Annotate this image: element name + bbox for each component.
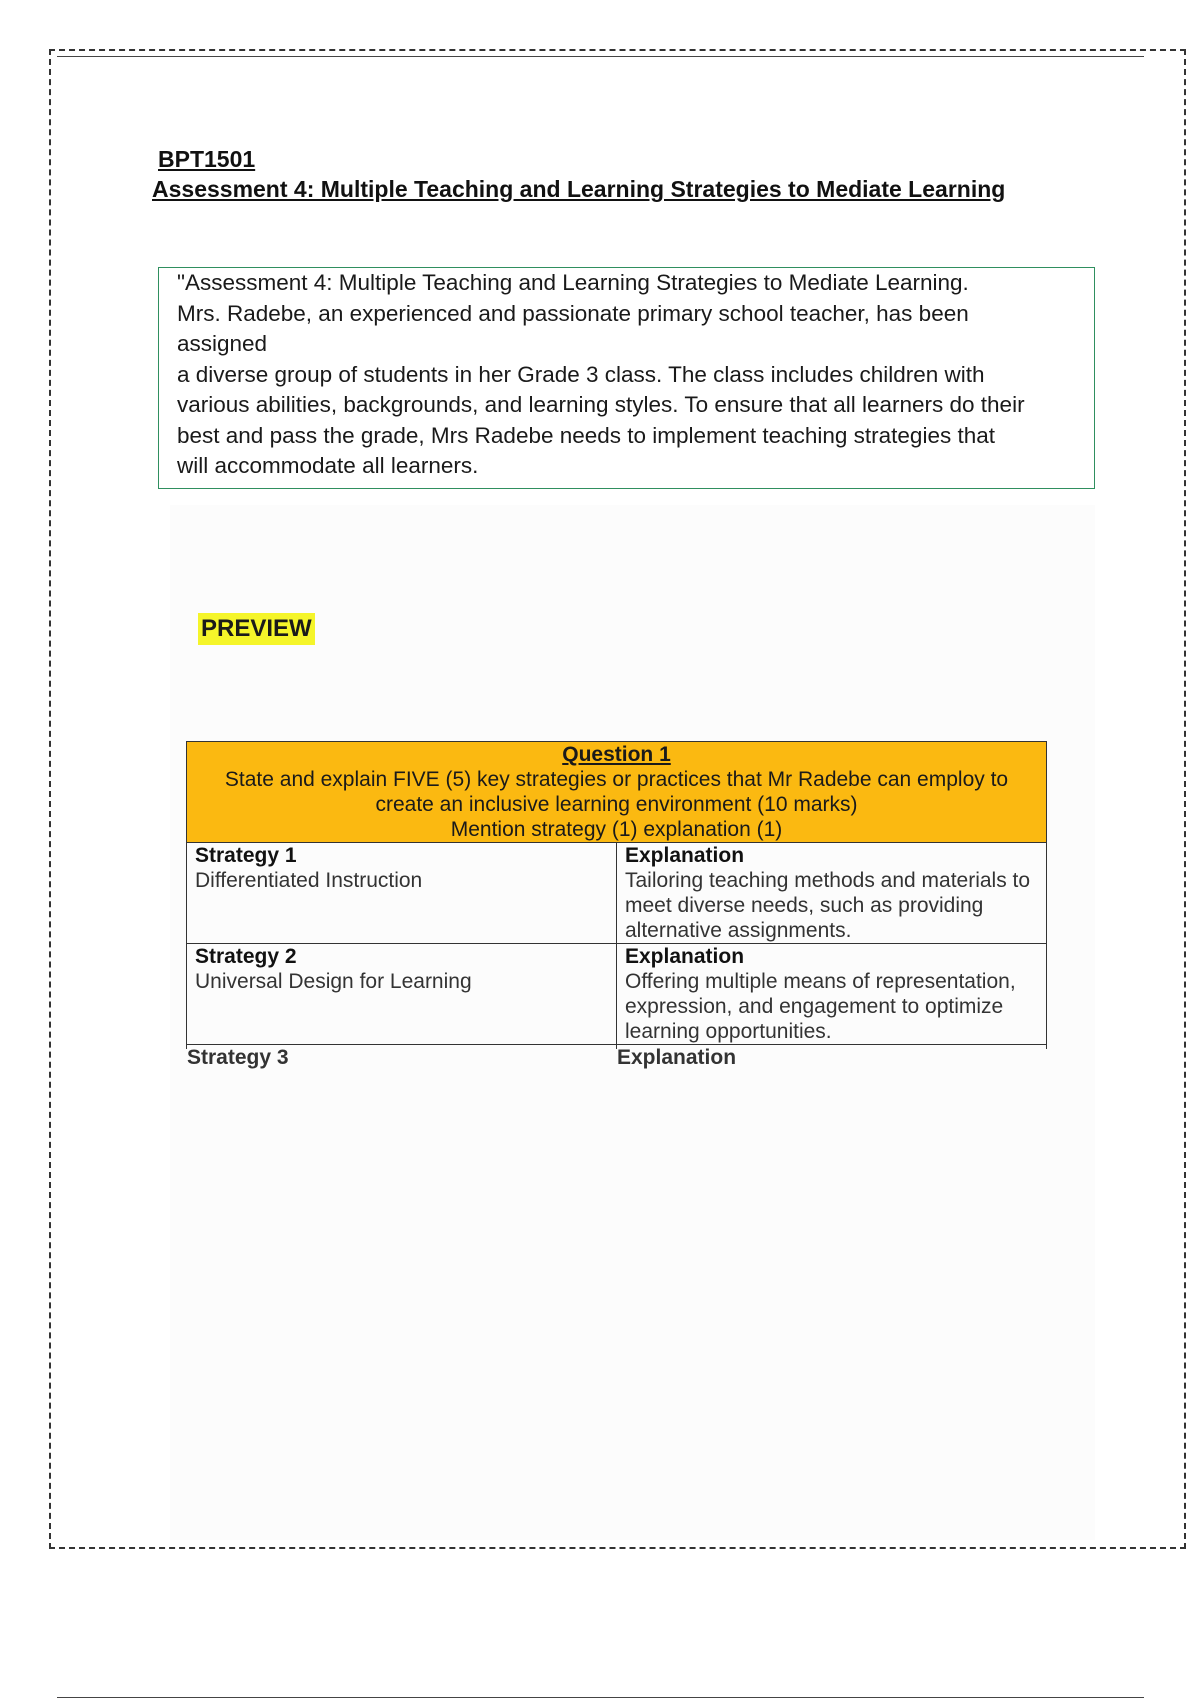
strategy-cell xyxy=(187,1045,617,1050)
scenario-line: best and pass the grade, Mrs Radebe needs to implement teaching strategies that xyxy=(177,422,995,448)
table-row xyxy=(187,843,1047,944)
scenario-line: Mrs. Radebe, an experienced and passionate primary school teacher, has been xyxy=(177,300,969,326)
scenario-line: "Assessment 4: Multiple Teaching and Learning Strategies to Mediate Learning. xyxy=(177,270,969,295)
scenario-box xyxy=(158,267,1095,489)
explanation-cell xyxy=(617,843,1047,944)
explanation-cell xyxy=(617,944,1047,1045)
scenario-line: will accommodate all learners. xyxy=(177,453,479,478)
question-title: Question 1 xyxy=(562,743,671,766)
question-prompt-continued: create an inclusive learning environment (10 marks) xyxy=(375,793,858,816)
preview-label: PREVIEW xyxy=(198,613,315,645)
strategy-cell xyxy=(187,843,617,944)
strategy-name: Differentiated Instruction xyxy=(195,869,423,892)
explanation-text: Tailoring teaching methods and materials to meet diverse needs, such as providing alternative assignments. xyxy=(625,869,1031,942)
explanation-label: Explanation xyxy=(625,844,745,867)
document-title: Assessment 4: Multiple Teaching and Learning Strategies to Mediate Learning xyxy=(152,176,1006,202)
question-header-row xyxy=(187,742,1047,843)
strategy-cell xyxy=(187,944,617,1045)
scenario-line: various abilities, backgrounds, and learning styles. To ensure that all learners do their xyxy=(177,392,1025,417)
bottom-divider xyxy=(57,1697,1144,1698)
explanation-label xyxy=(617,1045,1046,1049)
strategy-name: Universal Design for Learning xyxy=(195,970,472,993)
question-header-cell xyxy=(187,742,1047,843)
question-table xyxy=(186,741,1047,1049)
explanation-text: Offering multiple means of representation, expression, and engagement to optimize learning opportunities. xyxy=(625,970,1016,1043)
table-row-cut-off xyxy=(187,1045,1047,1050)
scenario-line: a diverse group of students in her Grade 3 class. The class includes children with xyxy=(177,361,985,387)
course-code: BPT1501 xyxy=(158,146,256,172)
explanation-label: Explanation xyxy=(625,945,745,968)
strategy-label xyxy=(187,1045,616,1049)
strategy-label: Strategy 1 xyxy=(195,844,297,867)
question-prompt: State and explain FIVE (5) key strategies or practices that Mr Radebe can employ to xyxy=(224,768,1009,791)
scenario-line: assigned xyxy=(177,331,268,356)
top-divider xyxy=(57,56,1144,57)
strategy-label: Strategy 2 xyxy=(195,945,297,968)
question-instruction: Mention strategy (1) explanation (1) xyxy=(450,818,783,841)
explanation-cell xyxy=(617,1045,1047,1050)
table-row xyxy=(187,944,1047,1045)
